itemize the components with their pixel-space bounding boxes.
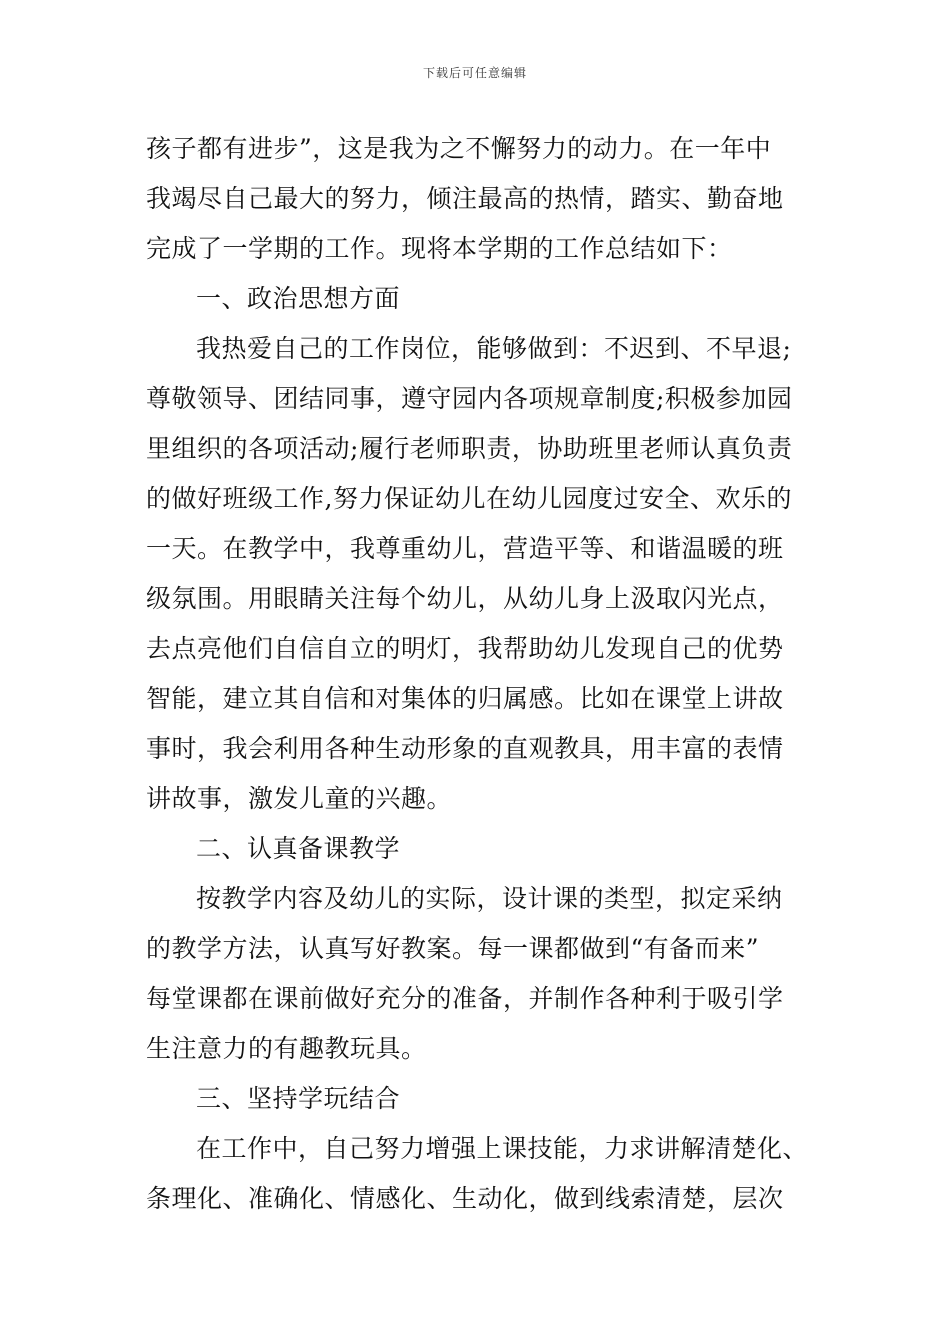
paragraph-line: 我热爱自己的工作岗位，能够做到：不迟到、不早退; bbox=[196, 334, 792, 363]
paragraph-line: 事时，我会利用各种生动形象的直观教具，用丰富的表情 bbox=[146, 734, 784, 763]
paragraph-line: 孩子都有进步”，这是我为之不懈努力的动力。在一年中 bbox=[146, 134, 772, 163]
paragraph-line: 一天。在教学中，我尊重幼儿，营造平等、和谐温暖的班 bbox=[146, 534, 784, 563]
paragraph-line: 尊敬领导、团结同事，遵守园内各项规章制度;积极参加园 bbox=[146, 384, 793, 413]
paragraph-line: 去点亮他们自信自立的明灯，我帮助幼儿发现自己的优势 bbox=[146, 634, 784, 663]
paragraph-line: 的做好班级工作,努力保证幼儿在幼儿园度过安全、欢乐的 bbox=[146, 484, 792, 513]
paragraph-line: 讲故事，激发儿童的兴趣。 bbox=[146, 784, 453, 813]
document-body bbox=[146, 124, 826, 1224]
paragraph-line: 我竭尽自己最大的努力，倾注最高的热情，踏实、勤奋地 bbox=[146, 184, 784, 213]
paragraph-line: 智能，建立其自信和对集体的归属感。比如在课堂上讲故 bbox=[146, 684, 784, 713]
paragraph-line: 每堂课都在课前做好充分的准备，并制作各种利于吸引学 bbox=[146, 984, 784, 1013]
section-heading-lesson-prep: 二、认真备课教学 bbox=[196, 834, 401, 863]
paragraph-line: 条理化、准确化、情感化、生动化，做到线索清楚，层次 bbox=[146, 1184, 784, 1213]
section-heading-politics: 一、政治思想方面 bbox=[196, 284, 401, 313]
paragraph-line: 完成了一学期的工作。现将本学期的工作总结如下： bbox=[146, 234, 733, 263]
paragraph-line: 级氛围。用眼睛关注每个幼儿，从幼儿身上汲取闪光点， bbox=[146, 584, 784, 613]
paragraph-line: 在工作中，自己努力增强上课技能，力求讲解清楚化、 bbox=[196, 1134, 809, 1163]
paragraph-line: 里组织的各项活动;履行老师职责，协助班里老师认真负责 bbox=[146, 434, 793, 463]
section-heading-learn-play: 三、坚持学玩结合 bbox=[196, 1084, 401, 1113]
paragraph-line: 的教学方法，认真写好教案。每一课都做到“有备而来” bbox=[146, 934, 760, 963]
page-header: 下载后可任意编辑 bbox=[422, 66, 527, 80]
paragraph-line: 按教学内容及幼儿的实际，设计课的类型，拟定采纳 bbox=[196, 884, 783, 913]
paragraph-line: 生注意力的有趣教玩具。 bbox=[146, 1034, 427, 1063]
